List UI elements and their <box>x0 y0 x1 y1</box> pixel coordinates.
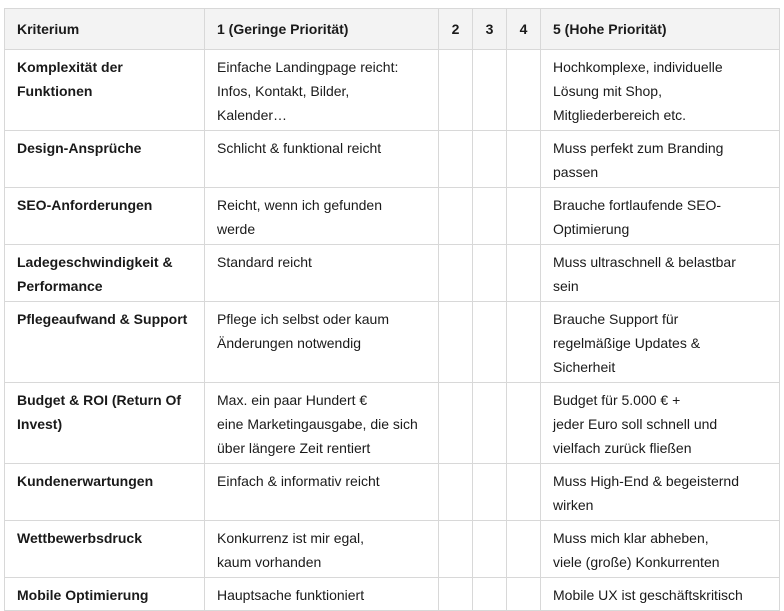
priority-2-cell <box>439 50 473 131</box>
priority-high-cell-line: vielfach zurück fließen <box>553 440 692 456</box>
priority-low-cell-line: werde <box>217 221 256 237</box>
priority-high-cell-line: Hochkomplexe, individuelle <box>553 59 723 75</box>
priority-high-cell-line: Muss High-End & begeisternd <box>553 473 739 489</box>
criterion-cell <box>5 50 205 131</box>
priority-high-cell <box>541 245 780 302</box>
priority-low-cell <box>205 245 439 302</box>
criterion-cell-line: Performance <box>17 278 103 294</box>
header-row <box>5 9 780 50</box>
priority-low-cell <box>205 188 439 245</box>
priority-4-cell <box>507 521 541 578</box>
priority-low-cell-line: Standard reicht <box>217 254 312 270</box>
priority-table-container <box>4 8 779 611</box>
priority-low-cell-line: kaum vorhanden <box>217 554 322 570</box>
priority-high-cell <box>541 131 780 188</box>
priority-low-cell-line: Max. ein paar Hundert € <box>217 392 368 408</box>
priority-4-cell <box>507 188 541 245</box>
priority-high-cell <box>541 578 780 611</box>
criterion-cell <box>5 578 205 611</box>
criterion-cell-line: SEO-Anforderungen <box>17 197 153 213</box>
priority-3-cell <box>473 131 507 188</box>
criterion-cell <box>5 521 205 578</box>
priority-high-cell-line: jeder Euro soll schnell und <box>553 416 718 432</box>
priority-high-cell-line: regelmäßige Updates & <box>553 335 701 351</box>
criterion-cell-line: Ladegeschwindigkeit & <box>17 254 173 270</box>
criterion-cell <box>5 302 205 383</box>
priority-high-cell-line: Muss perfekt zum Branding <box>553 140 724 156</box>
header-priority-2: 2 <box>439 9 473 50</box>
table-row <box>5 188 780 245</box>
table-row <box>5 50 780 131</box>
table-row <box>5 245 780 302</box>
priority-4-cell <box>507 302 541 383</box>
header-priority-1: 1 (Geringe Priorität) <box>205 9 439 50</box>
priority-2-cell <box>439 464 473 521</box>
priority-high-cell <box>541 302 780 383</box>
table-row <box>5 578 780 611</box>
priority-4-cell <box>507 383 541 464</box>
criterion-cell <box>5 464 205 521</box>
criterion-cell-line: Kundenerwartungen <box>17 473 154 489</box>
priority-low-cell-line: Reicht, wenn ich gefunden <box>217 197 382 213</box>
priority-low-cell <box>205 383 439 464</box>
priority-2-cell <box>439 521 473 578</box>
table-row <box>5 464 780 521</box>
table-row <box>5 131 780 188</box>
priority-high-cell-line: Lösung mit Shop, <box>553 83 662 99</box>
priority-high-cell <box>541 464 780 521</box>
priority-low-cell <box>205 578 439 611</box>
header-priority-3: 3 <box>473 9 507 50</box>
priority-high-cell <box>541 521 780 578</box>
criterion-cell-line: Design-Ansprüche <box>17 140 142 156</box>
priority-low-cell-line: Infos, Kontakt, Bilder, <box>217 83 350 99</box>
criterion-cell-line: Invest) <box>17 416 63 432</box>
priority-3-cell <box>473 188 507 245</box>
priority-low-cell-line: eine Marketingausgabe, die sich <box>217 416 418 432</box>
priority-4-cell <box>507 245 541 302</box>
priority-high-cell <box>541 50 780 131</box>
criterion-cell-line: Budget & ROI (Return Of <box>17 392 182 408</box>
priority-2-cell <box>439 245 473 302</box>
priority-4-cell <box>507 464 541 521</box>
table-row <box>5 302 780 383</box>
priority-high-cell-line: Sicherheit <box>553 359 616 375</box>
priority-high-cell-line: Optimierung <box>553 221 630 237</box>
priority-4-cell <box>507 578 541 611</box>
priority-table <box>4 8 780 611</box>
priority-low-cell-line: Schlicht & funktional reicht <box>217 140 382 156</box>
priority-high-cell-line: passen <box>553 164 599 180</box>
priority-low-cell-line: Pflege ich selbst oder kaum <box>217 311 389 327</box>
criterion-cell-line: Mobile Optimierung <box>17 587 149 603</box>
priority-3-cell <box>473 245 507 302</box>
priority-low-cell-line: Kalender… <box>217 107 288 123</box>
priority-2-cell <box>439 302 473 383</box>
criterion-cell <box>5 131 205 188</box>
criterion-cell-line: Funktionen <box>17 83 93 99</box>
criterion-cell <box>5 383 205 464</box>
priority-low-cell <box>205 521 439 578</box>
priority-3-cell <box>473 521 507 578</box>
priority-low-cell <box>205 131 439 188</box>
table-row <box>5 383 780 464</box>
priority-high-cell <box>541 188 780 245</box>
criterion-cell <box>5 245 205 302</box>
priority-high-cell-line: viele (große) Konkurrenten <box>553 554 720 570</box>
table-header <box>5 9 780 50</box>
header-priority-4: 4 <box>507 9 541 50</box>
header-priority-5: 5 (Hohe Priorität) <box>541 9 780 50</box>
table-row <box>5 521 780 578</box>
priority-low-cell <box>205 50 439 131</box>
priority-low-cell <box>205 302 439 383</box>
priority-3-cell <box>473 578 507 611</box>
priority-2-cell <box>439 131 473 188</box>
criterion-cell-line: Wettbewerbsdruck <box>17 530 142 546</box>
priority-high-cell-line: wirken <box>553 497 594 513</box>
priority-2-cell <box>439 383 473 464</box>
priority-3-cell <box>473 50 507 131</box>
priority-3-cell <box>473 464 507 521</box>
priority-high-cell-line: Brauche Support für <box>553 311 679 327</box>
priority-low-cell-line: über längere Zeit rentiert <box>217 440 371 456</box>
priority-low-cell-line: Änderungen notwendig <box>217 335 362 351</box>
priority-3-cell <box>473 383 507 464</box>
priority-high-cell-line: Mobile UX ist geschäftskritisch <box>553 587 743 603</box>
criterion-cell-line: Pflegeaufwand & Support <box>17 311 188 327</box>
criterion-cell <box>5 188 205 245</box>
priority-low-cell-line: Einfach & informativ reicht <box>217 473 380 489</box>
priority-high-cell-line: Brauche fortlaufende SEO- <box>553 197 722 213</box>
priority-low-cell-line: Hauptsache funktioniert <box>217 587 365 603</box>
priority-low-cell-line: Einfache Landingpage reicht: <box>217 59 399 75</box>
priority-3-cell <box>473 302 507 383</box>
priority-2-cell <box>439 188 473 245</box>
priority-4-cell <box>507 50 541 131</box>
priority-high-cell-line: Muss ultraschnell & belastbar <box>553 254 736 270</box>
priority-high-cell-line: Muss mich klar abheben, <box>553 530 709 546</box>
criterion-cell-line: Komplexität der <box>17 59 123 75</box>
priority-high-cell-line: Mitgliederbereich etc. <box>553 107 687 123</box>
priority-high-cell-line: Budget für 5.000 € + <box>553 392 681 408</box>
header-criterion: Kriterium <box>5 9 205 50</box>
priority-low-cell-line: Konkurrenz ist mir egal, <box>217 530 365 546</box>
table-body <box>5 50 780 611</box>
priority-high-cell-line: sein <box>553 278 579 294</box>
priority-low-cell <box>205 464 439 521</box>
priority-2-cell <box>439 578 473 611</box>
priority-4-cell <box>507 131 541 188</box>
priority-high-cell <box>541 383 780 464</box>
